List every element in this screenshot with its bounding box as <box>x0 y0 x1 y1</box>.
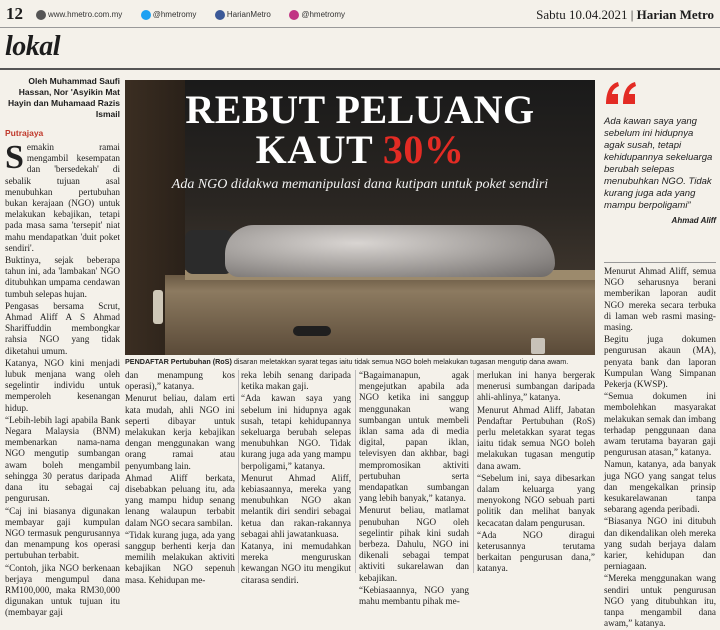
date-text: Sabtu 10.04.2021 <box>536 7 628 22</box>
paragraph: Menurut Ahmad Aliff, kebiasaannya, mereka yang menubuhkan NGO akan melantik diri sendiri sebagai ketua dan rakan-rakannya sebagai ahli jawatankuasa. <box>241 472 351 539</box>
photo-shoes <box>293 326 331 336</box>
article-column-3 <box>241 370 351 585</box>
article-column-5 <box>477 370 595 573</box>
article-column-2 <box>125 370 235 585</box>
header-divider <box>0 27 720 28</box>
section-title: lokal <box>5 31 61 62</box>
paragraph: “Kebiasaannya, NGO yang mahu membantu pihak me- <box>359 584 469 607</box>
issue-date: Sabtu 10.04.2021 | Harian Metro <box>536 7 714 22</box>
photo-bottle <box>153 290 163 324</box>
paragraph: Ahmad Aliff berkata, disebabkan peluang itu, ada yang mampu hidup senang lenang walaupun terbabit dalam NGO secara sambilan. <box>125 472 235 528</box>
caption-text: disaran meletakkan syarat tegas iaitu tidak semua NGO boleh melakukan tugasan mengutip dana awam. <box>231 357 569 366</box>
column-divider <box>238 370 239 573</box>
pull-quote-text: Ada kawan saya yang sebelum ini hidupnya agak susah, tetapi kehidupannya sekeluarga berubah selepas menubuhkan NGO. Tidak kurang juga ada yang mampu berpoligami” <box>604 116 713 211</box>
globe-icon <box>36 10 46 20</box>
photo-cup <box>531 338 545 354</box>
page-number: 12 <box>6 4 23 23</box>
instagram-icon <box>289 10 299 20</box>
column-divider <box>473 370 474 573</box>
instagram-link[interactable]: @hmetromy <box>301 10 346 20</box>
paragraph-text: emakin ramai mengambil kesempatan dan 'bersedekah' di sebalik tujuan asal menubuhkan pertubuhan bukan kerajaan (NGO) untuk melakukan kebajikan, tetapi pada masa sama 'tersepit' niat mahu mendapatkan 'duit poket sendiri'. <box>5 142 120 253</box>
pull-quote-attribution: Ahmad Aliff <box>671 216 716 225</box>
pull-quote <box>604 80 716 225</box>
quote-mark-icon <box>604 80 638 106</box>
facebook-icon <box>215 10 225 20</box>
paragraph: “Ada NGO diragui keterusannya terutama berkaitan pengurusan dana,” katanya. <box>477 529 595 574</box>
paragraph: “Mereka menggunakan wang sendiri untuk pengurusan NGO yang ditubuhkan itu, tanpa mengambil dana awam,” katanya. <box>604 573 716 629</box>
paragraph: Katanya, ini memudahkan mereka menguruskan kewangan NGO itu mengikut citarasa sendiri. <box>241 541 351 585</box>
paragraph: “Caj ini biasanya digunakan membayar gaji kumpulan NGO termasuk pengurusannya dan menampung kos operasi pertubuhan terbabit. <box>5 505 120 561</box>
paragraph: Buktinya, sejak beberapa tahun ini, ada 'lambakan' NGO ditubuhkan umpama cendawan tumbuh selepas hujan. <box>5 255 120 299</box>
paragraph <box>5 139 120 254</box>
photo-caption <box>125 357 595 366</box>
paragraph: reka lebih senang daripada ketika makan gaji. <box>241 370 351 392</box>
social-links <box>36 10 345 20</box>
article-column-1 <box>5 139 120 618</box>
headline-highlight: 30% <box>382 127 465 172</box>
twitter-icon <box>141 10 151 20</box>
paragraph: Begitu juga dokumen pengurusan akaun (MA), penyata bank dan laporan Kumpulan Wang Simpanan Pekerja (KWSP). <box>604 334 716 390</box>
paragraph: “Sebelum ini, saya dibesarkan dalam keluarga yang menyokong NGO sebuah parti politik dan melihat banyak kecacatan dalam pengurusan. <box>477 472 595 528</box>
page-header <box>0 0 720 28</box>
headline-prefix: KAUT <box>255 127 383 172</box>
section-divider <box>0 68 720 70</box>
paragraph: Menurut beliau, matlamat penubuhan NGO oleh segelintir pihak kini sudah berbeza. Dahulu, NGO ini dikenali sebagai tempat aktiviti sukarelawan dan kebajikan. <box>359 505 469 583</box>
paragraph: “Tidak kurang juga, ada yang sanggup berhenti kerja dan memilih melakukan aktiviti kebajikan NGO sepenuh masa. Kehidupan me- <box>125 529 235 585</box>
website-link[interactable]: www.hmetro.com.my <box>48 10 123 20</box>
byline: Oleh Muhammad Saufi Hassan, Nor 'Asyikin Mat Hayin dan Muhamaad Razis Ismail <box>8 76 120 119</box>
drop-cap: S <box>5 139 24 176</box>
column-divider <box>355 370 356 573</box>
paragraph: Menurut Ahmad Aliff, semua NGO seharusnya berani memberikan laporan audit NGO mereka secara terbuka di laman web rasmi masing-masing. <box>604 266 716 333</box>
paragraph: “Biasanya NGO ini ditubuh dan dikendalikan oleh mereka yang sudah berjaya dalam karier, kehidupan dan perniagaan. <box>604 516 716 572</box>
paragraph: Namun, katanya, ada banyak juga NGO yang sangat telus dan mengekalkan prinsip kesukarelawanan tanpa sebarang agenda peribadi. <box>604 459 716 515</box>
paragraph: “Contoh, jika NGO berkenaan berjaya mengumpul dana RM100,000, maka RM30,000 digunakan untuk tujuan itu (membayar gaji <box>5 562 120 618</box>
paragraph: dan menampung kos operasi),” katanya. <box>125 370 235 392</box>
paragraph: “Ada kawan saya yang sebelum ini hidupnya agak susah, tetapi kehidupannya sekeluarga berubah selepas menubuhkan NGO. Tidak kurang juga ada yang mampu berpoligami,” katanya. <box>241 393 351 471</box>
paragraph: “Lebih-lebih lagi apabila Bank Negara Malaysia (BNM) membenarkan nama-nama NGO mengutip sumbangan awam boleh mengambil sehingga 30 peratus daripada dana itu sebagai caj pengurusan. <box>5 414 120 504</box>
paragraph: Menurut Ahmad Aliff, Jabatan Pendaftar Pertubuhan (RoS) perlu meletakkan syarat tegas iaitu tidak semua NGO boleh melakukan tugasan mengutip dana awam. <box>477 404 595 471</box>
twitter-link[interactable]: @hmetromy <box>152 10 197 20</box>
dateline-location: Putrajaya <box>5 128 44 138</box>
caption-label: PENDAFTAR Pertubuhan (RoS) <box>125 357 232 366</box>
headline <box>125 87 595 172</box>
paragraph: Pengasas bersama Scrut, Ahmad Aliff A S Ahmad Shariffuddin membongkar rahsia NGO yang tidak diketahui umum. <box>5 300 120 356</box>
paragraph: Menurut beliau, dalam erti kata mudah, ahli NGO ini seperti dibayar untuk melakukan kerja kebajikan dengan menggunakan wang orang ramai atau penyumbang lain. <box>125 393 235 471</box>
article-column-6 <box>604 266 716 629</box>
facebook-link[interactable]: HarianMetro <box>226 10 271 20</box>
hero-photo <box>125 80 595 355</box>
quote-divider <box>604 262 716 263</box>
headline-line-2 <box>125 127 595 172</box>
article-column-4 <box>359 370 469 607</box>
paragraph: merlukan ini hanya bergerak menerusi sumbangan daripada ahli-ahlinya,” katanya. <box>477 370 595 403</box>
headline-line-1: REBUT PELUANG <box>185 87 535 132</box>
photo-sleeping-person <box>225 225 555 277</box>
paragraph: “Semua dokumen ini membolehkan masyarakat melakukan semak dan imbang terhadap penggunaan dana awam terutama bayaran gaji pengurusan atasan,” katanya. <box>604 391 716 458</box>
paragraph: “Bagaimanapun, agak mengejutkan apabila ada NGO ketika ini sanggup menggunakan wang sumbangan untuk membeli iklan sama ada di media digital, papan iklan, televisyen dan akhbar, bagi mempromosikan aktiviti pertubuhan serta mendapatkan sumbangan yang lebih banyak,” katanya. <box>359 370 469 504</box>
paragraph: Katanya, NGO kini menjadi lubuk menjana wang oleh segelintir individu untuk memperoleh kesenangan hidup. <box>5 357 120 413</box>
paper-name: Harian Metro <box>636 7 714 22</box>
headline-deck: Ada NGO didakwa memanipulasi dana kutipan untuk poket sendiri <box>171 177 549 192</box>
